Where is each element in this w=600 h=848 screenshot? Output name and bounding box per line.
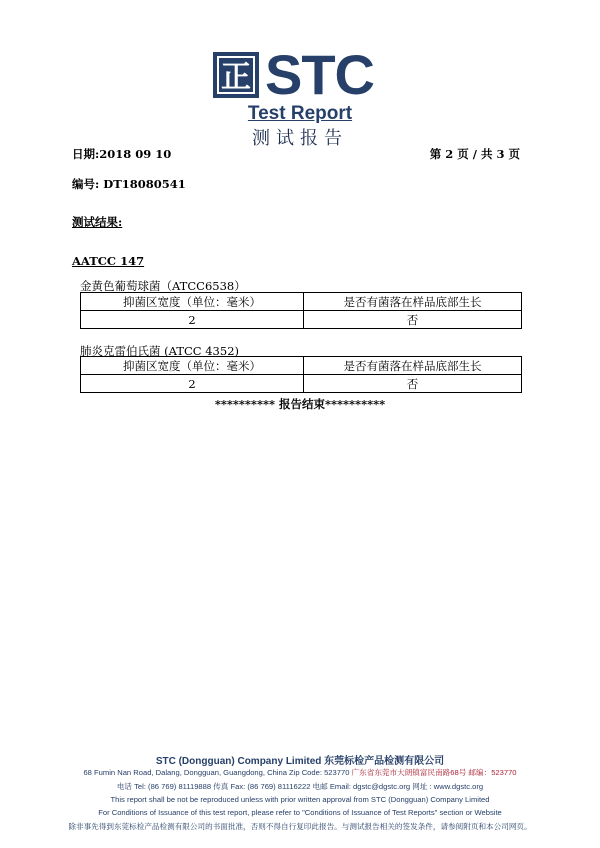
address-cn: 广东省东莞市大朗镇富民南路68号 邮编：523770 (351, 768, 517, 777)
page-number: 第 2 页 / 共 3 页 (429, 147, 520, 161)
table-cell: 2 (81, 311, 304, 329)
table-header-row (81, 357, 522, 375)
organism-name: 金黄色葡萄球菌（ATCC6538） (80, 279, 246, 293)
stc-logo (0, 43, 600, 106)
header-cell: 抑菌区宽度（单位：毫米） (81, 357, 304, 375)
footer-contact: 电话 Tel: (86 769) 81119888 传真 Fax: (86 769) 81116222 电邮 Email: dgstc@dgstc.org 网址 : www.dgstc.org (116, 782, 484, 791)
footer-company (0, 752, 600, 767)
report-title-cn: 测试报告 (252, 128, 348, 149)
table-cell: 2 (81, 375, 304, 393)
footer-address (0, 767, 600, 778)
footer-note-en-2: For Conditions of Issuance of this test report, please refer to "Conditions of Issuance of Test Reports" section or Website (98, 808, 502, 817)
footer-note-en-1: This report shall be not be reproduced unless with prior written approval from STC (Dongguan) Company Limited (110, 795, 490, 804)
report-date: 日期:2018 09 10 (72, 147, 172, 161)
table-cell: 否 (304, 311, 522, 329)
header-cell: 是否有菌落在样品底部生长 (304, 293, 522, 311)
section-title: 测试结果: (72, 215, 123, 229)
header-cell: 是否有菌落在样品底部生长 (304, 357, 522, 375)
report-end-marker: ********** 报告结束********** (214, 397, 386, 411)
test-method: AATCC 147 (72, 254, 145, 268)
result-table (80, 356, 522, 393)
address-en: 68 Fumin Nan Road, Dalang, Dongguan, Guangdong, China Zip Code: 523770 (83, 768, 350, 777)
report-title-en: Test Report (247, 103, 353, 124)
table-cell: 否 (304, 375, 522, 393)
header-cell: 抑菌区宽度（单位：毫米） (81, 293, 304, 311)
organism-name: 肺炎克雷伯氏菌 (ATCC 4352) (80, 344, 239, 358)
result-table (80, 292, 522, 329)
table-row (81, 375, 522, 393)
svg-text:正: 正 (221, 60, 251, 95)
logo-text: STC (265, 43, 374, 106)
company-name-cn: 东莞标检产品检测有限公司 (324, 756, 445, 767)
table-header-row (81, 293, 522, 311)
report-number: 编号: DT18080541 (72, 177, 186, 191)
footer-note-cn: 除非事先得到东莞标检产品检测有限公司的书面批准，否则不得自行复印此报告。与测试报告相关的签发条件，请参阅附页和本公司网页。 (68, 822, 532, 831)
table-row (81, 311, 522, 329)
stc-logo-mark-icon (213, 52, 259, 98)
company-name-en: STC (Dongguan) Company Limited (155, 756, 322, 767)
